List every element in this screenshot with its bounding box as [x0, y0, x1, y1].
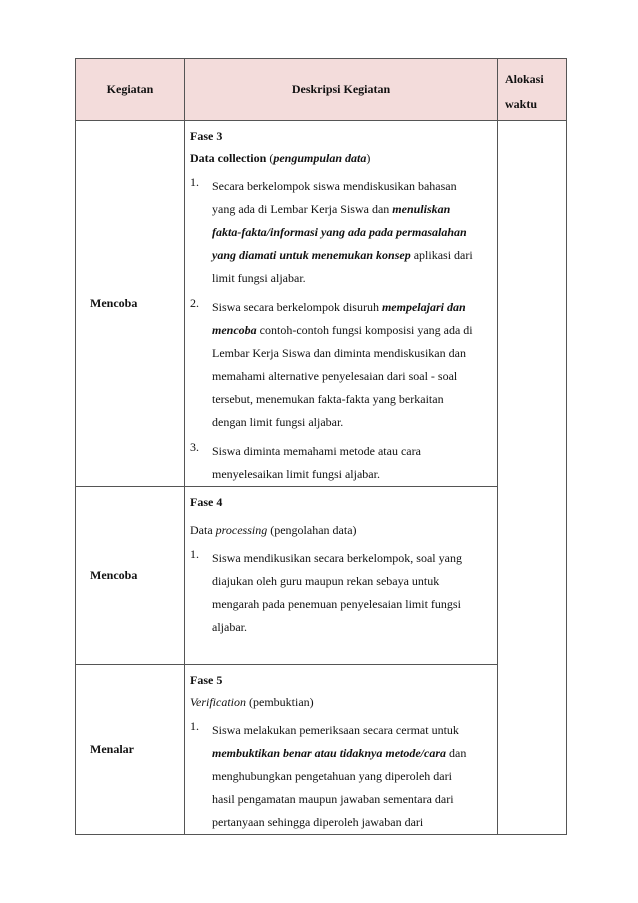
text-line: [212, 742, 491, 765]
text-segment: pertanyaan sehingga diperoleh jawaban dari: [212, 815, 424, 829]
fase-subtitle: [190, 147, 491, 169]
list-item-number: 2.: [190, 296, 199, 310]
list-item: [190, 547, 491, 639]
text-line: [212, 411, 491, 434]
fase-subtitle: [190, 691, 491, 713]
header-alokasi-line2: waktu: [505, 97, 538, 111]
list-item-text: [212, 547, 491, 639]
text-line: [212, 365, 491, 388]
subtitle-post: (pembuktian): [246, 695, 314, 709]
text-segment: menyelesaikan limit fungsi aljabar.: [212, 467, 380, 481]
table-row: [76, 665, 567, 835]
table-row: [76, 487, 567, 665]
text-segment: diajukan oleh guru maupun rekan sebaya untuk: [212, 574, 440, 588]
activity-table: [75, 58, 567, 835]
list-item-number: 1.: [190, 719, 199, 733]
table-row: [76, 121, 567, 487]
text-line: [212, 765, 491, 788]
header-alokasi-line1: Alokasi: [505, 72, 544, 86]
text-segment: tersebut, menemukan fakta-fakta yang berkaitan: [212, 392, 444, 406]
text-segment: yang ada di Lembar Kerja Siswa dan: [212, 202, 393, 216]
text-line: [212, 440, 491, 463]
text-segment: yang diamati untuk menemukan konsep: [212, 248, 411, 262]
text-segment: aplikasi dari: [410, 248, 473, 262]
paren-close: ): [366, 151, 371, 165]
text-line: [212, 244, 491, 267]
text-segment: fakta-fakta/informasi yang ada pada permasalahan: [212, 225, 467, 239]
text-segment: dan: [446, 746, 467, 760]
text-line: [212, 788, 491, 811]
text-line: [212, 616, 491, 639]
text-segment: mempelajari dan: [381, 300, 466, 314]
deskripsi-cell: [185, 121, 498, 487]
text-line: [212, 342, 491, 365]
text-segment: Siswa secara berkelompok disuruh: [212, 300, 382, 314]
text-segment: Siswa diminta memahami metode atau cara: [212, 444, 421, 458]
subtitle-italic: pengumpulan data: [273, 151, 367, 165]
text-line: [212, 296, 491, 319]
text-segment: Lembar Kerja Siswa dan diminta mendiskusikan dan: [212, 346, 466, 360]
text-segment: Secara berkelompok siswa mendiskusikan bahasan: [212, 179, 457, 193]
text-line: [212, 811, 491, 834]
fase-title: Fase 3: [190, 129, 223, 143]
list-item: [190, 175, 491, 290]
text-segment: menghubungkan pengetahuan yang diperoleh dari: [212, 769, 452, 783]
subtitle-pre: Data: [190, 523, 216, 537]
text-line: [212, 198, 491, 221]
deskripsi-cell: [185, 665, 498, 835]
text-line: [212, 719, 491, 742]
item-list: [190, 547, 491, 639]
fase-subtitle: [190, 519, 491, 541]
paren-open: (: [269, 151, 274, 165]
list-item-text: [212, 719, 491, 834]
alokasi-cell: [498, 121, 567, 835]
header-alokasi: [498, 59, 567, 121]
text-segment: hasil pengamatan maupun jawaban sementara dari: [212, 792, 454, 806]
list-item-text: [212, 296, 491, 434]
kegiatan-cell: Mencoba: [76, 487, 185, 665]
fase-title: Fase 5: [190, 673, 223, 687]
text-segment: mencoba: [212, 323, 257, 337]
text-segment: Siswa mendikusikan secara berkelompok, soal yang: [212, 551, 462, 565]
list-item: [190, 296, 491, 434]
text-line: [212, 267, 491, 290]
item-list: [190, 175, 491, 486]
table-header-row: [76, 59, 567, 121]
list-item-text: [212, 175, 491, 290]
text-line: [212, 570, 491, 593]
text-line: [212, 463, 491, 486]
header-deskripsi: Deskripsi Kegiatan: [185, 59, 498, 121]
list-item-number: 1.: [190, 175, 199, 189]
deskripsi-cell: [185, 487, 498, 665]
subtitle-italic: Verification: [190, 695, 246, 709]
item-list: [190, 719, 491, 834]
subtitle-italic: processing: [215, 523, 268, 537]
text-segment: contoh-contoh fungsi komposisi yang ada di: [256, 323, 473, 337]
text-segment: mengarah pada penemuan penyelesaian limit fungsi: [212, 597, 461, 611]
text-line: [212, 388, 491, 411]
list-item-number: 3.: [190, 440, 199, 454]
text-segment: aljabar.: [212, 620, 247, 634]
text-segment: membuktikan benar atau tidaknya metode/cara: [212, 746, 447, 760]
text-line: [212, 175, 491, 198]
list-item: [190, 440, 491, 486]
text-segment: memahami alternative penyelesaian dari soal - soal: [212, 369, 458, 383]
header-kegiatan: Kegiatan: [76, 59, 185, 121]
text-segment: menuliskan: [392, 202, 451, 216]
list-item: [190, 719, 491, 834]
text-segment: dengan limit fungsi aljabar.: [212, 415, 344, 429]
list-item-number: 1.: [190, 547, 199, 561]
text-line: [212, 547, 491, 570]
fase-title: Fase 4: [190, 495, 223, 509]
text-line: [212, 319, 491, 342]
subtitle-bold: Data collection: [190, 151, 267, 165]
list-item-text: [212, 440, 491, 486]
text-line: [212, 221, 491, 244]
kegiatan-cell: Menalar: [76, 665, 185, 835]
text-segment: Siswa melakukan pemeriksaan secara cermat untuk: [212, 723, 459, 737]
text-segment: limit fungsi aljabar.: [212, 271, 306, 285]
text-line: [212, 593, 491, 616]
subtitle-post: (pengolahan data): [267, 523, 357, 537]
kegiatan-cell: Mencoba: [76, 121, 185, 487]
